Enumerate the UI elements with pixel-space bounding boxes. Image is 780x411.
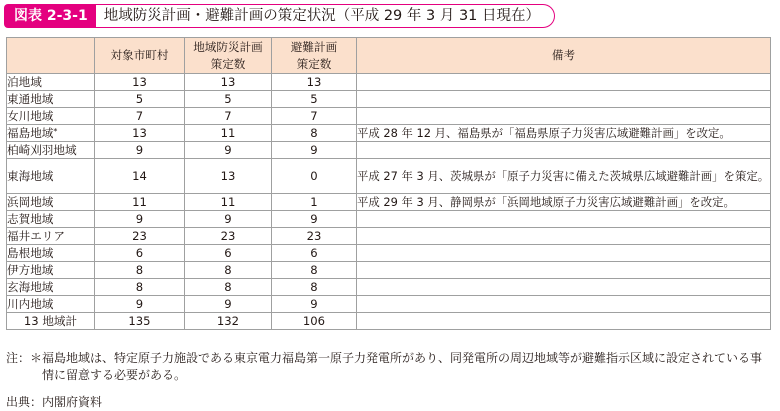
- region-name: 浜岡地域: [7, 194, 54, 209]
- disaster-plans-cell: 13: [185, 159, 272, 194]
- remarks-cell: 平成 27 年 3 月、茨城県が「原子力災害に備えた茨城県広域避難計画」を策定。: [357, 159, 771, 194]
- evacuation-plans-cell: 23: [272, 228, 357, 245]
- remarks-cell: [357, 279, 771, 296]
- table-row: [7, 142, 771, 159]
- table-row: [7, 159, 771, 194]
- evacuation-plans-cell: 8: [272, 262, 357, 279]
- evacuation-plans-cell: 9: [272, 296, 357, 313]
- disaster-plans-cell: 9: [185, 296, 272, 313]
- table-row: [7, 245, 771, 262]
- region-cell: [7, 245, 95, 262]
- plan-status-table: [6, 37, 771, 330]
- region-cell: [7, 142, 95, 159]
- municipalities-cell: 6: [95, 245, 185, 262]
- footnote-text: 福島地域は、特定原子力施設である東京電力福島第一原子力発電所があり、同発電所の周辺地域等が避難指示区域に設定されている事情に留意する必要がある。: [42, 351, 763, 382]
- disaster-plans-cell: 11: [185, 194, 272, 211]
- region-name: 川内地域: [7, 296, 54, 311]
- remarks-cell: [357, 91, 771, 108]
- region-name: 泊地域: [7, 74, 42, 89]
- figure-title: 地域防災計画・避難計画の策定状況（平成 29 年 3 月 31 日現在）: [96, 4, 555, 28]
- table-row: [7, 262, 771, 279]
- municipalities-cell: 7: [95, 108, 185, 125]
- disaster-plans-cell: 6: [185, 245, 272, 262]
- remarks-cell: [357, 296, 771, 313]
- region-name: 島根地域: [7, 245, 54, 260]
- table-row: [7, 91, 771, 108]
- evacuation-plans-cell: 0: [272, 159, 357, 194]
- disaster-plans-cell: 11: [185, 125, 272, 142]
- region-cell: [7, 125, 95, 142]
- region-cell: [7, 279, 95, 296]
- disaster-plans-cell: 5: [185, 91, 272, 108]
- region-name: 福井エリア: [7, 228, 65, 243]
- disaster-plans-cell: 8: [185, 262, 272, 279]
- municipalities-cell: 13: [95, 74, 185, 91]
- table-row: [7, 125, 771, 142]
- region-cell: [7, 296, 95, 313]
- disaster-plans-cell: 13: [185, 74, 272, 91]
- evacuation-plans-cell: 6: [272, 245, 357, 262]
- total-row: [7, 313, 771, 330]
- remarks-cell: 平成 28 年 12 月、福島県が「福島県原子力災害広域避難計画」を改定。: [357, 125, 771, 142]
- table-row: [7, 108, 771, 125]
- asterisk-mark: *: [53, 126, 58, 136]
- header-municipalities: 対象市町村: [95, 38, 185, 74]
- region-name: 柏崎刈羽地域: [7, 142, 77, 157]
- region-cell: [7, 211, 95, 228]
- table-row: [7, 228, 771, 245]
- evacuation-plans-cell: 7: [272, 108, 357, 125]
- header-evacuation-plans: 避難計画 策定数: [272, 38, 357, 74]
- figure-label: 図表 2-3-1: [4, 4, 96, 28]
- total-disaster-plans: 132: [185, 313, 272, 330]
- table-row: [7, 74, 771, 91]
- disaster-plans-cell: 9: [185, 211, 272, 228]
- disaster-plans-cell: 7: [185, 108, 272, 125]
- evacuation-plans-cell: 8: [272, 279, 357, 296]
- region-cell: [7, 228, 95, 245]
- source-note: 出典：内閣府資料: [6, 395, 103, 409]
- remarks-cell: [357, 228, 771, 245]
- evacuation-plans-cell: 13: [272, 74, 357, 91]
- remarks-cell: [357, 108, 771, 125]
- footnote-prefix: 注：＊: [6, 351, 43, 365]
- region-cell: [7, 91, 95, 108]
- municipalities-cell: 14: [95, 159, 185, 194]
- municipalities-cell: 13: [95, 125, 185, 142]
- table-row: [7, 279, 771, 296]
- total-municipalities: 135: [95, 313, 185, 330]
- remarks-cell: [357, 142, 771, 159]
- remarks-cell: [357, 245, 771, 262]
- region-cell: [7, 194, 95, 211]
- evacuation-plans-cell: 5: [272, 91, 357, 108]
- municipalities-cell: 9: [95, 211, 185, 228]
- table-row: [7, 194, 771, 211]
- remarks-cell: 平成 29 年 3 月、静岡県が「浜岡地域原子力災害広域避難計画」を改定。: [357, 194, 771, 211]
- region-name: 女川地域: [7, 108, 54, 123]
- total-evacuation-plans: 106: [272, 313, 357, 330]
- header-disaster-plans: 地域防災計画 策定数: [185, 38, 272, 74]
- municipalities-cell: 11: [95, 194, 185, 211]
- region-cell: [7, 262, 95, 279]
- region-name: 東通地域: [7, 91, 54, 106]
- municipalities-cell: 9: [95, 142, 185, 159]
- evacuation-plans-cell: 1: [272, 194, 357, 211]
- table-header-row: [7, 38, 771, 74]
- municipalities-cell: 23: [95, 228, 185, 245]
- evacuation-plans-cell: 8: [272, 125, 357, 142]
- region-name: 伊方地域: [7, 262, 54, 277]
- municipalities-cell: 8: [95, 279, 185, 296]
- figure-title-bar: [4, 3, 555, 29]
- remarks-cell: [357, 262, 771, 279]
- header-remarks: 備考: [357, 38, 771, 74]
- region-name: 志賀地域: [7, 211, 54, 226]
- municipalities-cell: 5: [95, 91, 185, 108]
- remarks-cell: [357, 211, 771, 228]
- region-name: 玄海地域: [7, 279, 54, 294]
- evacuation-plans-cell: 9: [272, 211, 357, 228]
- table-row: [7, 296, 771, 313]
- disaster-plans-cell: 9: [185, 142, 272, 159]
- region-name: 東海地域: [7, 168, 54, 183]
- region-cell: [7, 108, 95, 125]
- total-remarks: [357, 313, 771, 330]
- table-row: [7, 211, 771, 228]
- remarks-cell: [357, 74, 771, 91]
- region-cell: [7, 74, 95, 91]
- disaster-plans-cell: 8: [185, 279, 272, 296]
- municipalities-cell: 8: [95, 262, 185, 279]
- evacuation-plans-cell: 9: [272, 142, 357, 159]
- disaster-plans-cell: 23: [185, 228, 272, 245]
- region-name: 福島地域: [7, 125, 54, 140]
- header-region: [7, 38, 95, 74]
- footnote: [6, 350, 774, 384]
- region-cell: [7, 159, 95, 194]
- municipalities-cell: 9: [95, 296, 185, 313]
- total-label: 13 地域計: [7, 313, 95, 330]
